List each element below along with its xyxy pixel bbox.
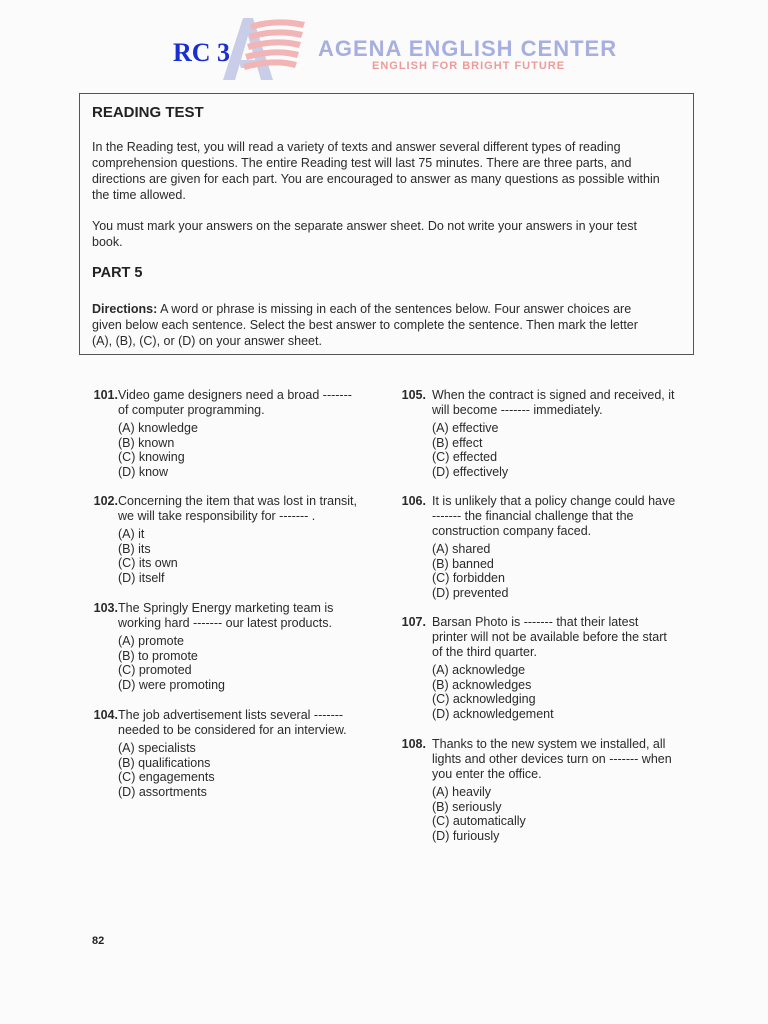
answer-option[interactable]: (A) specialists bbox=[118, 741, 196, 755]
answer-option[interactable]: (A) promote bbox=[118, 634, 184, 648]
text-line: construction company faced. bbox=[432, 524, 592, 538]
page-header bbox=[0, 0, 768, 90]
text-line: printer will not be available before the start bbox=[432, 630, 667, 644]
question-107 bbox=[394, 615, 694, 725]
brand-tagline: ENGLISH FOR BRIGHT FUTURE bbox=[372, 60, 566, 72]
text-line: working hard ------- our latest products. bbox=[118, 616, 332, 630]
text-line: Barsan Photo is ------- that their latest bbox=[432, 615, 639, 629]
answer-option[interactable]: (C) promoted bbox=[118, 663, 192, 677]
question-104 bbox=[86, 708, 386, 808]
text-line: lights and other devices turn on ------- when bbox=[432, 752, 672, 766]
text-line: will become ------- immediately. bbox=[432, 403, 603, 417]
answer-option[interactable]: (B) to promote bbox=[118, 648, 198, 663]
text-line: Video game designers need a broad ------- bbox=[118, 388, 352, 402]
answer-option[interactable]: (A) acknowledge bbox=[432, 663, 526, 677]
question-105 bbox=[394, 388, 694, 488]
answer-option[interactable]: (D) furiously bbox=[432, 828, 500, 843]
answer-option[interactable]: (C) its own bbox=[118, 556, 178, 570]
answer-option[interactable]: (D) assortments bbox=[118, 784, 207, 799]
question-text bbox=[118, 494, 357, 524]
question-text bbox=[432, 737, 672, 782]
text-line: of computer programming. bbox=[118, 403, 265, 417]
answer-option[interactable]: (C) knowing bbox=[118, 450, 185, 464]
text-line: (A), (B), (C), or (D) on your answer sheet. bbox=[92, 334, 322, 348]
reading-test-heading: READING TEST bbox=[92, 104, 204, 121]
answer-option[interactable]: (A) it bbox=[118, 527, 145, 541]
question-number: 104. bbox=[93, 708, 118, 722]
answer-option[interactable]: (A) knowledge bbox=[118, 421, 198, 435]
question-text bbox=[432, 494, 675, 539]
rc-section-label: RC 3 bbox=[173, 38, 231, 67]
text-line: Concerning the item that was lost in transit, bbox=[118, 494, 358, 508]
text-line: you enter the office. bbox=[432, 767, 542, 781]
answer-option[interactable]: (D) itself bbox=[118, 570, 165, 585]
question-number: 102. bbox=[93, 494, 118, 508]
answer-option[interactable]: (B) its bbox=[118, 541, 151, 556]
question-108 bbox=[394, 737, 694, 847]
question-number: 107. bbox=[401, 615, 426, 629]
answer-option[interactable]: (C) automatically bbox=[432, 814, 526, 828]
question-number: 108. bbox=[401, 737, 426, 751]
answer-option[interactable]: (D) effectively bbox=[432, 464, 509, 479]
answer-options bbox=[118, 421, 198, 479]
text-line: needed to be considered for an interview. bbox=[118, 723, 347, 737]
answer-options bbox=[432, 785, 526, 843]
text-line: of the third quarter. bbox=[432, 645, 537, 659]
answer-option[interactable]: (D) were promoting bbox=[118, 677, 225, 692]
answer-option[interactable]: (A) shared bbox=[432, 542, 491, 556]
text-line: directions are given for each part. You are encouraged to answer as many questions as possible within bbox=[92, 172, 660, 186]
text-line: book. bbox=[92, 235, 123, 249]
text-line: The job advertisement lists several ------- bbox=[118, 708, 344, 722]
answer-option[interactable]: (D) acknowledgement bbox=[432, 706, 554, 721]
question-103 bbox=[86, 601, 386, 701]
text-line: It is unlikely that a policy change could have bbox=[432, 494, 676, 508]
question-text bbox=[118, 601, 333, 631]
text-line: You must mark your answers on the separate answer sheet. Do not write your answers in your test bbox=[92, 219, 637, 233]
answer-options bbox=[118, 634, 225, 692]
answer-option[interactable]: (D) know bbox=[118, 464, 169, 479]
text-line: Thanks to the new system we installed, all bbox=[432, 737, 666, 751]
answer-option[interactable]: (C) effected bbox=[432, 450, 498, 464]
answer-option[interactable]: (B) known bbox=[118, 435, 175, 450]
answer-option[interactable]: (B) effect bbox=[432, 435, 483, 450]
answer-option[interactable]: (C) forbidden bbox=[432, 571, 505, 585]
answer-option[interactable]: (B) seriously bbox=[432, 799, 502, 814]
text-line: given below each sentence. Select the best answer to complete the sentence. Then mark the letter bbox=[92, 318, 638, 332]
question-text bbox=[118, 388, 352, 418]
answer-option[interactable]: (B) acknowledges bbox=[432, 677, 532, 692]
answer-option[interactable]: (A) heavily bbox=[432, 785, 492, 799]
text-line: comprehension questions. The entire Reading test will last 75 minutes. There are three parts, and bbox=[92, 156, 632, 170]
question-number: 105. bbox=[401, 388, 426, 402]
text-line: we will take responsibility for ------- . bbox=[118, 509, 316, 523]
answer-sheet-paragraph bbox=[92, 218, 682, 250]
answer-option[interactable]: (C) engagements bbox=[118, 770, 215, 784]
intro-paragraph bbox=[92, 139, 692, 203]
question-text bbox=[432, 388, 675, 418]
answer-options bbox=[432, 542, 508, 600]
text-line: The Springly Energy marketing team is bbox=[118, 601, 334, 615]
text-line bbox=[92, 301, 687, 317]
answer-option[interactable]: (A) effective bbox=[432, 421, 499, 435]
answer-option[interactable]: (B) banned bbox=[432, 556, 494, 571]
page-number: 82 bbox=[92, 935, 105, 947]
directions-text: A word or phrase is missing in each of the sentences below. Four answer choices are bbox=[157, 302, 632, 316]
question-number: 101. bbox=[93, 388, 118, 402]
answer-option[interactable]: (C) acknowledging bbox=[432, 692, 536, 706]
answer-options bbox=[432, 663, 554, 721]
directions-label: Directions: bbox=[92, 302, 158, 316]
reading-test-intro-box bbox=[79, 93, 694, 355]
answer-option[interactable]: (B) qualifications bbox=[118, 755, 211, 770]
answer-option[interactable]: (D) prevented bbox=[432, 585, 509, 600]
text-line: In the Reading test, you will read a variety of texts and answer several different types of reading bbox=[92, 140, 621, 154]
question-text bbox=[118, 708, 347, 738]
answer-options bbox=[118, 527, 178, 585]
question-102 bbox=[86, 494, 386, 594]
brand-name: AGENA ENGLISH CENTER bbox=[318, 36, 618, 61]
answer-options bbox=[432, 421, 508, 479]
text-line: When the contract is signed and received, it bbox=[432, 388, 675, 402]
part-heading: PART 5 bbox=[92, 265, 143, 281]
question-number: 103. bbox=[93, 601, 118, 615]
answer-options bbox=[118, 741, 215, 799]
question-text bbox=[432, 615, 667, 660]
text-line: the time allowed. bbox=[92, 188, 186, 202]
question-106 bbox=[394, 494, 694, 604]
text-line: ------- the financial challenge that the bbox=[432, 509, 634, 523]
question-number: 106. bbox=[401, 494, 426, 508]
question-101 bbox=[86, 388, 386, 488]
directions-paragraph bbox=[92, 301, 687, 349]
